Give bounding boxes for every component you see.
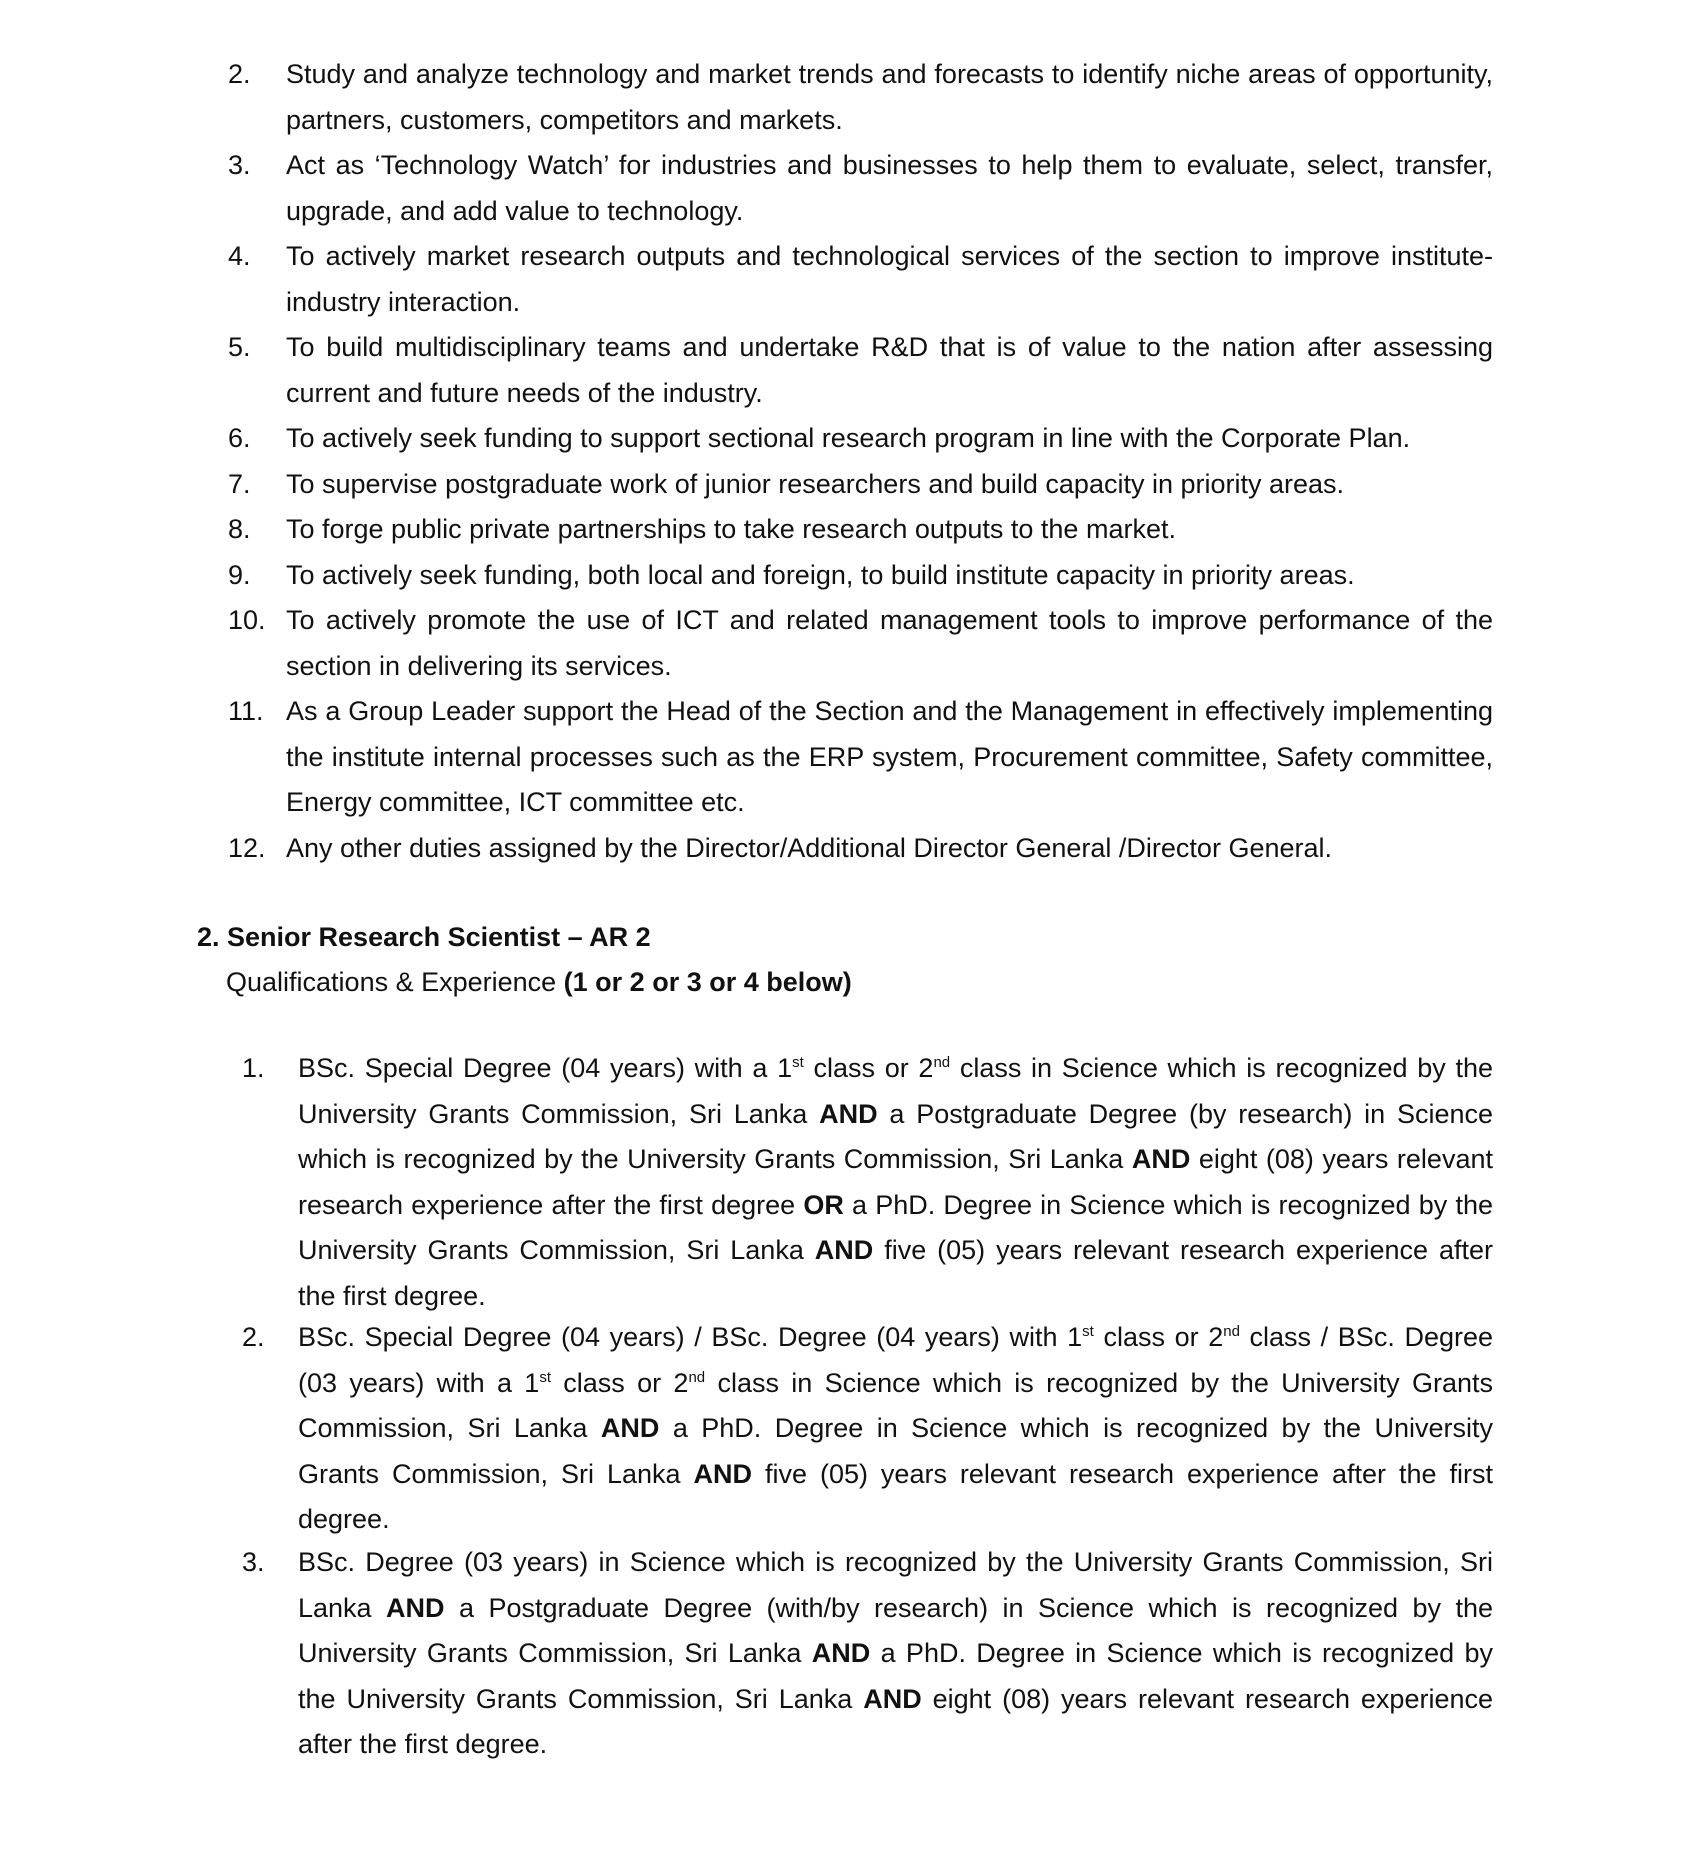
ordinal-suffix: st [539,1368,551,1386]
duty-number: 7. [228,468,251,499]
text-segment: BSc. Degree (03 years) in Science which is recognized by the University Grants Commission, Sri Lanka [298,1547,1493,1623]
duty-text: To actively seek funding to support sectional research program in line with the Corporate Plan. [286,423,1411,453]
duty-text: Act as ‘Technology Watch’ for industries and businesses to help them to evaluate, select, transfer, upgrade, and add value to technology. [286,150,1493,226]
qualification-option-3 [242,1540,1493,1768]
qualification-option-2 [242,1315,1493,1543]
emphasis-text: AND [1131,1144,1191,1174]
text-segment: class / BSc. Degree (03 years) with a 1 [298,1322,1493,1398]
qualification-number: 2. [242,1322,265,1352]
emphasis-text: AND [863,1683,922,1714]
duty-number: 10. [228,605,266,635]
qualifications-label-text: Qualifications & Experience [226,967,564,997]
duty-text: To actively market research outputs and technological services of the section to improve institute-industry interaction. [286,241,1493,317]
text-segment: a Postgraduate Degree (with/by research) in Science which is recognized by the University Grants Commission, Sri Lanka [298,1592,1493,1668]
text-segment: class in Science which is recognized by the University Grants Commission, Sri Lanka [298,1367,1494,1443]
emphasis-text: AND [600,1413,660,1443]
duty-item [228,598,1493,689]
text-segment: eight (08) years relevant research experience after the first degree [298,1144,1493,1220]
ordinal-suffix: nd [1223,1323,1240,1340]
qualification-text [298,1540,1493,1768]
duty-number: 3. [228,150,251,180]
ordinal-suffix: st [1082,1323,1094,1340]
qualification-item [242,1046,1493,1319]
emphasis-text: AND [386,1592,445,1623]
duty-text: To forge public private partnerships to take research outputs to the market. [286,514,1176,544]
qualification-option-1 [242,1046,1493,1319]
text-segment: five (05) years relevant research experience after the first degree. [298,1458,1494,1534]
ordinal-suffix: st [792,1054,804,1071]
duty-item [228,462,1493,508]
text-segment: class or 2 [550,1367,689,1398]
qualification-text [298,1046,1493,1319]
duty-text: Any other duties assigned by the Director/Additional Director General /Director General. [286,832,1332,863]
text-segment: class or 2 [803,1053,934,1083]
text-segment: class or 2 [1093,1322,1224,1352]
qualifications-options: (1 or 2 or 3 or 4 below) [563,967,852,997]
duty-number: 2. [228,59,251,89]
duty-item [228,52,1493,143]
qualifications-label [226,960,852,1005]
duty-text: As a Group Leader support the Head of the Section and the Management in effectively implementing the institute internal processes such as the ERP system, Procurement committee, Safety committee, Energy committee, ICT committee etc. [286,696,1493,817]
duty-item [228,826,1493,872]
emphasis-text: AND [814,1235,874,1265]
duty-text: To actively seek funding, both local and foreign, to build institute capacity in priority areas. [286,559,1355,590]
duty-item [228,234,1493,325]
duty-item [228,507,1493,553]
duty-item [228,553,1493,599]
duty-number: 5. [228,332,251,362]
qualification-number: 3. [242,1547,265,1577]
text-segment: eight (08) years relevant research experience after the first degree. [298,1683,1493,1759]
text-segment: a PhD. Degree in Science which is recognized by the University Grants Commission, Sri Lanka [298,1413,1493,1489]
emphasis-text: AND [693,1458,752,1489]
duty-item [228,143,1493,234]
text-segment: a PhD. Degree in Science which is recognized by the University Grants Commission, Sri Lanka [298,1189,1493,1265]
ordinal-suffix: nd [688,1368,706,1386]
qualification-item [242,1540,1493,1768]
text-segment: five (05) years relevant research experience after the first degree. [298,1235,1493,1311]
duty-text: Study and analyze technology and market trends and forecasts to identify niche areas of opportunity, partners, customers, competitors and markets. [286,59,1493,135]
duty-number: 11. [228,696,264,726]
duty-text: To build multidisciplinary teams and undertake R&D that is of value to the nation after assessing current and future needs of the industry. [286,332,1493,408]
text-segment: a Postgraduate Degree (by research) in Science which is recognized by the University Grants Commission, Sri Lanka [298,1098,1493,1174]
duty-item [228,689,1493,826]
duty-number: 6. [228,423,251,453]
ordinal-suffix: nd [933,1054,951,1071]
duty-number: 8. [228,514,251,544]
qualification-text [298,1315,1493,1543]
duty-item [228,325,1493,416]
duty-number: 12. [228,832,266,863]
text-segment: BSc. Special Degree (04 years) / BSc. Degree (04 years) with 1 [298,1322,1083,1352]
duty-item [228,416,1493,462]
duties-list [228,52,1493,871]
duty-text: To actively promote the use of ICT and related management tools to improve performance of the section in delivering its services. [286,605,1493,681]
qualification-number: 1. [242,1053,265,1083]
text-segment: BSc. Special Degree (04 years) with a 1 [298,1053,793,1083]
text-segment: class in Science which is recognized by the University Grants Commission, Sri Lanka [298,1053,1493,1129]
duty-text: To supervise postgraduate work of junior researchers and build capacity in priority areas. [286,468,1345,499]
emphasis-text: AND [811,1638,871,1668]
duty-number: 9. [228,559,251,590]
section-heading: 2. Senior Research Scientist – AR 2 [197,922,651,952]
emphasis-text: AND [819,1098,878,1129]
emphasis-text: OR [803,1189,844,1220]
qualification-item [242,1315,1493,1543]
duty-number: 4. [228,241,251,271]
text-segment: a PhD. Degree in Science which is recognized by the University Grants Commission, Sri Lanka [298,1638,1493,1714]
